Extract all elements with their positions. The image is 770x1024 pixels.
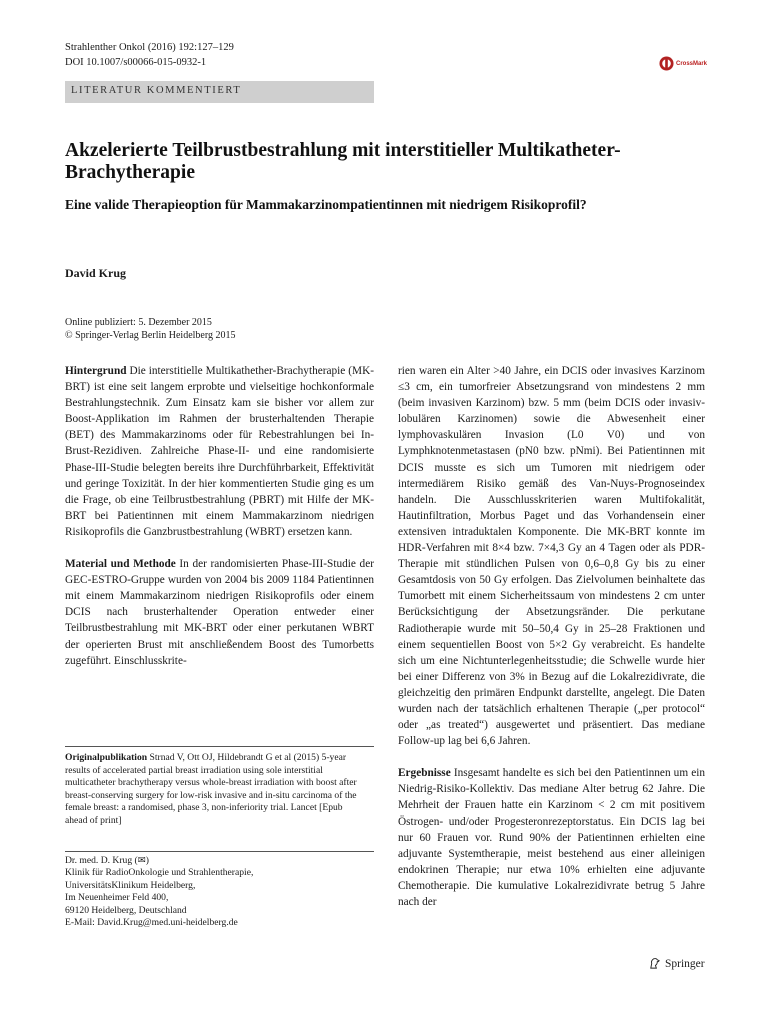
paragraph-continued: rien waren ein Alter >40 Jahre, ein DCIS oder invasives Karzinom ≤3 cm, ein tumorfreier Absetzungsrand von mindestens 2 mm (beim invasiven Karzinom) bzw. 5 mm (beim DCIS oder invasiv-lobulären Karzinomen) sowie die Abwesenheit einer lymphovaskulären Invasion (L0 V0) und von Lymphknotenmetastasen (pN0 bzw. pNmi). Bei Patientinnen mit DCIS musste es sich um Tumoren mit niedrigem oder intermediärem Risiko gemäß des Van-Nuys-Prognoseindex handeln. Die Ausschlusskriterien waren Multifokalität, Hautinfiltration, Morbus Paget und das Vorhandensein einer extensiven intraduktalen Komponente. Die MK-BRT konnte im HDR-Verfahren mit 8×4 bzw. 7×4,3 Gy an 4 Tagen oder als PDR-Therapie mit stündlichen Pulsen von 0,6–0,8 Gy bis zu einer Gesamtdosis von 50 Gy erfolgen. Das Zielvolumen beinhaltete das Tumorbett mit einem Sicherheitssaum von mindestens 2 cm unter Berücksichtigung der Absetzungsränder. Die perkutane Radiotherapie wurde mit 50–50,4 Gy in 25–28 Fraktionen und einem sequentiellen Boost von 5×2 Gy verabreicht. Es handelte sich um eine Nichtunterlegenheitsstudie; die Schwelle wurde hier bei einer Differenz von 3% in Bezug auf die Lokalrezidivrate, die gleichzeitig den primären Endpunkt darstellte, angelegt. Die Daten wurden nach der tatsächlich erhaltenen Therapie („per protocol“ oder „as treated“) ausgewertet und präsentiert. Das mediane Follow-up lag bei 6,6 Jahren. xyxy=(398,365,705,748)
doi[interactable]: DOI 10.1007/s00066-015-0932-1 xyxy=(65,57,207,68)
journal-reference: Strahlenther Onkol (2016) 192:127–129 xyxy=(65,42,234,53)
address-line: Im Neuenheimer Feld 400, xyxy=(65,892,169,904)
address-divider xyxy=(65,851,374,852)
section-banner xyxy=(65,81,374,103)
paragraph-hintergrund xyxy=(65,363,374,540)
paragraph-methode xyxy=(65,556,374,669)
footnote-text: Strnad V, Ott OJ, Hildebrandt G et al (2015) 5-year results of accelerated partial breast irradiation using sole interstitial multicatheter brachytherapy versus whole-breast irradiation with boost after breast-conserving surgery for low-risk invasive and in-situ carcinoma of the female breast: a randomised, phase 3, non-inferiority trial. Lancet [Epub ahead of print] xyxy=(65,752,357,826)
crossmark-label: CrossMark xyxy=(676,60,708,67)
crossmark-badge[interactable] xyxy=(659,56,707,71)
heading-hintergrund: Hintergrund xyxy=(65,365,127,377)
paragraph-ergebnisse xyxy=(398,765,705,910)
body-column-right xyxy=(398,363,705,910)
publisher-name: Springer xyxy=(665,957,705,970)
address-line: Klinik für RadioOnkologie und Strahlentherapie, xyxy=(65,867,254,879)
footnote-divider xyxy=(65,746,374,747)
author-address xyxy=(65,855,374,929)
online-published-date: Online publiziert: 5. Dezember 2015 xyxy=(65,317,212,328)
heading-ergebnisse: Ergebnisse xyxy=(398,767,451,780)
footnote-heading: Originalpublikation xyxy=(65,752,148,763)
body-column-left xyxy=(65,363,374,669)
original-publication-note xyxy=(65,752,365,828)
copyright-notice: © Springer-Verlag Berlin Heidelberg 2015 xyxy=(65,330,236,341)
springer-horse-icon xyxy=(648,957,661,970)
heading-methode: Material und Methode xyxy=(65,558,176,571)
text-ergebnisse: Insgesamt handelte es sich bei den Patientinnen um ein Niedrig-Risiko-Kollektiv. Das mediane Alter betrug 62 Jahre. Die Mehrheit der Frauen hatte ein Karzinom < 2 cm mit positivem Östrogen- und/oder Progesteronrezeptorstatus. Ein DCIS lag bei nur 60 Frauen vor. Rund 90% der Patientinnen erhielten eine adjuvante Systemtherapie, meist bestehend aus einer alleinigen endokrinen Therapie; nur etwa 10% erhielten eine adjuvante Chemotherapie. Die kumulative Lokalrezidivrate betrug 5 Jahre nach der xyxy=(398,767,705,908)
section-label: LITERATUR KOMMENTIERT xyxy=(71,85,242,96)
address-line: 69120 Heidelberg, Deutschland xyxy=(65,904,187,916)
article-title: Akzelerierte Teilbrustbestrahlung mit interstitieller Multikatheter-Brachytherapie xyxy=(65,140,621,183)
text-methode: In der randomisierten Phase-III-Studie der GEC-ESTRO-Gruppe wurden von 2004 bis 2009 1184 Patientinnen mit einem Mammakarzinom niedrigen Risikoprofils oder einem DCIS nach brusterhaltender Operation entweder einer Teilbrustbestrahlung mit MK-BRT oder einer perkutanen WBRT der operierten Brust mit anschließendem Boost des Tumorbetts zugeführt. Einschlusskrite- xyxy=(65,558,374,667)
text-hintergrund: Die interstitielle Multikathether-Brachytherapie (MK-BRT) ist eine seit langem erprobte und vielseitige hochkonformale Bestrahlungstechnik. Zum Einsatz kam sie bisher vor allem zur Boost-Applikation im Rahmen der brusterhaltenden Therapie (BET) des Mammakarzinoms oder für Rebestrahlungen bei In-Brust-Rezidiven. Zahlreiche Phase-II- und eine randomisierte Phase-III-Studie belegten bereits ihre Durchführbarkeit, Effektivität und geringe Toxizität. In der hier kommentierten Studie ging es um die Frage, ob eine Teilbrustbestrahlung (PBRT) mit Hilfe der MK-BRT bei Patientinnen mit einem Mammakarzinom niedrigen Risikoprofils die Ganzbrustbestrahlung (WBRT) ersetzen kann. xyxy=(65,365,374,538)
article-subtitle: Eine valide Therapieoption für Mammakarzinompatientinnen mit niedrigem Risikoprofil? xyxy=(65,197,587,212)
crossmark-icon xyxy=(659,56,674,71)
author-name: David Krug xyxy=(65,266,127,280)
address-line: UniversitätsKlinikum Heidelberg, xyxy=(65,879,196,891)
publisher-logo xyxy=(648,957,705,970)
email-link[interactable]: E-Mail: David.Krug@med.uni-heidelberg.de xyxy=(65,917,238,929)
address-line: Dr. med. D. Krug (✉) xyxy=(65,855,149,866)
